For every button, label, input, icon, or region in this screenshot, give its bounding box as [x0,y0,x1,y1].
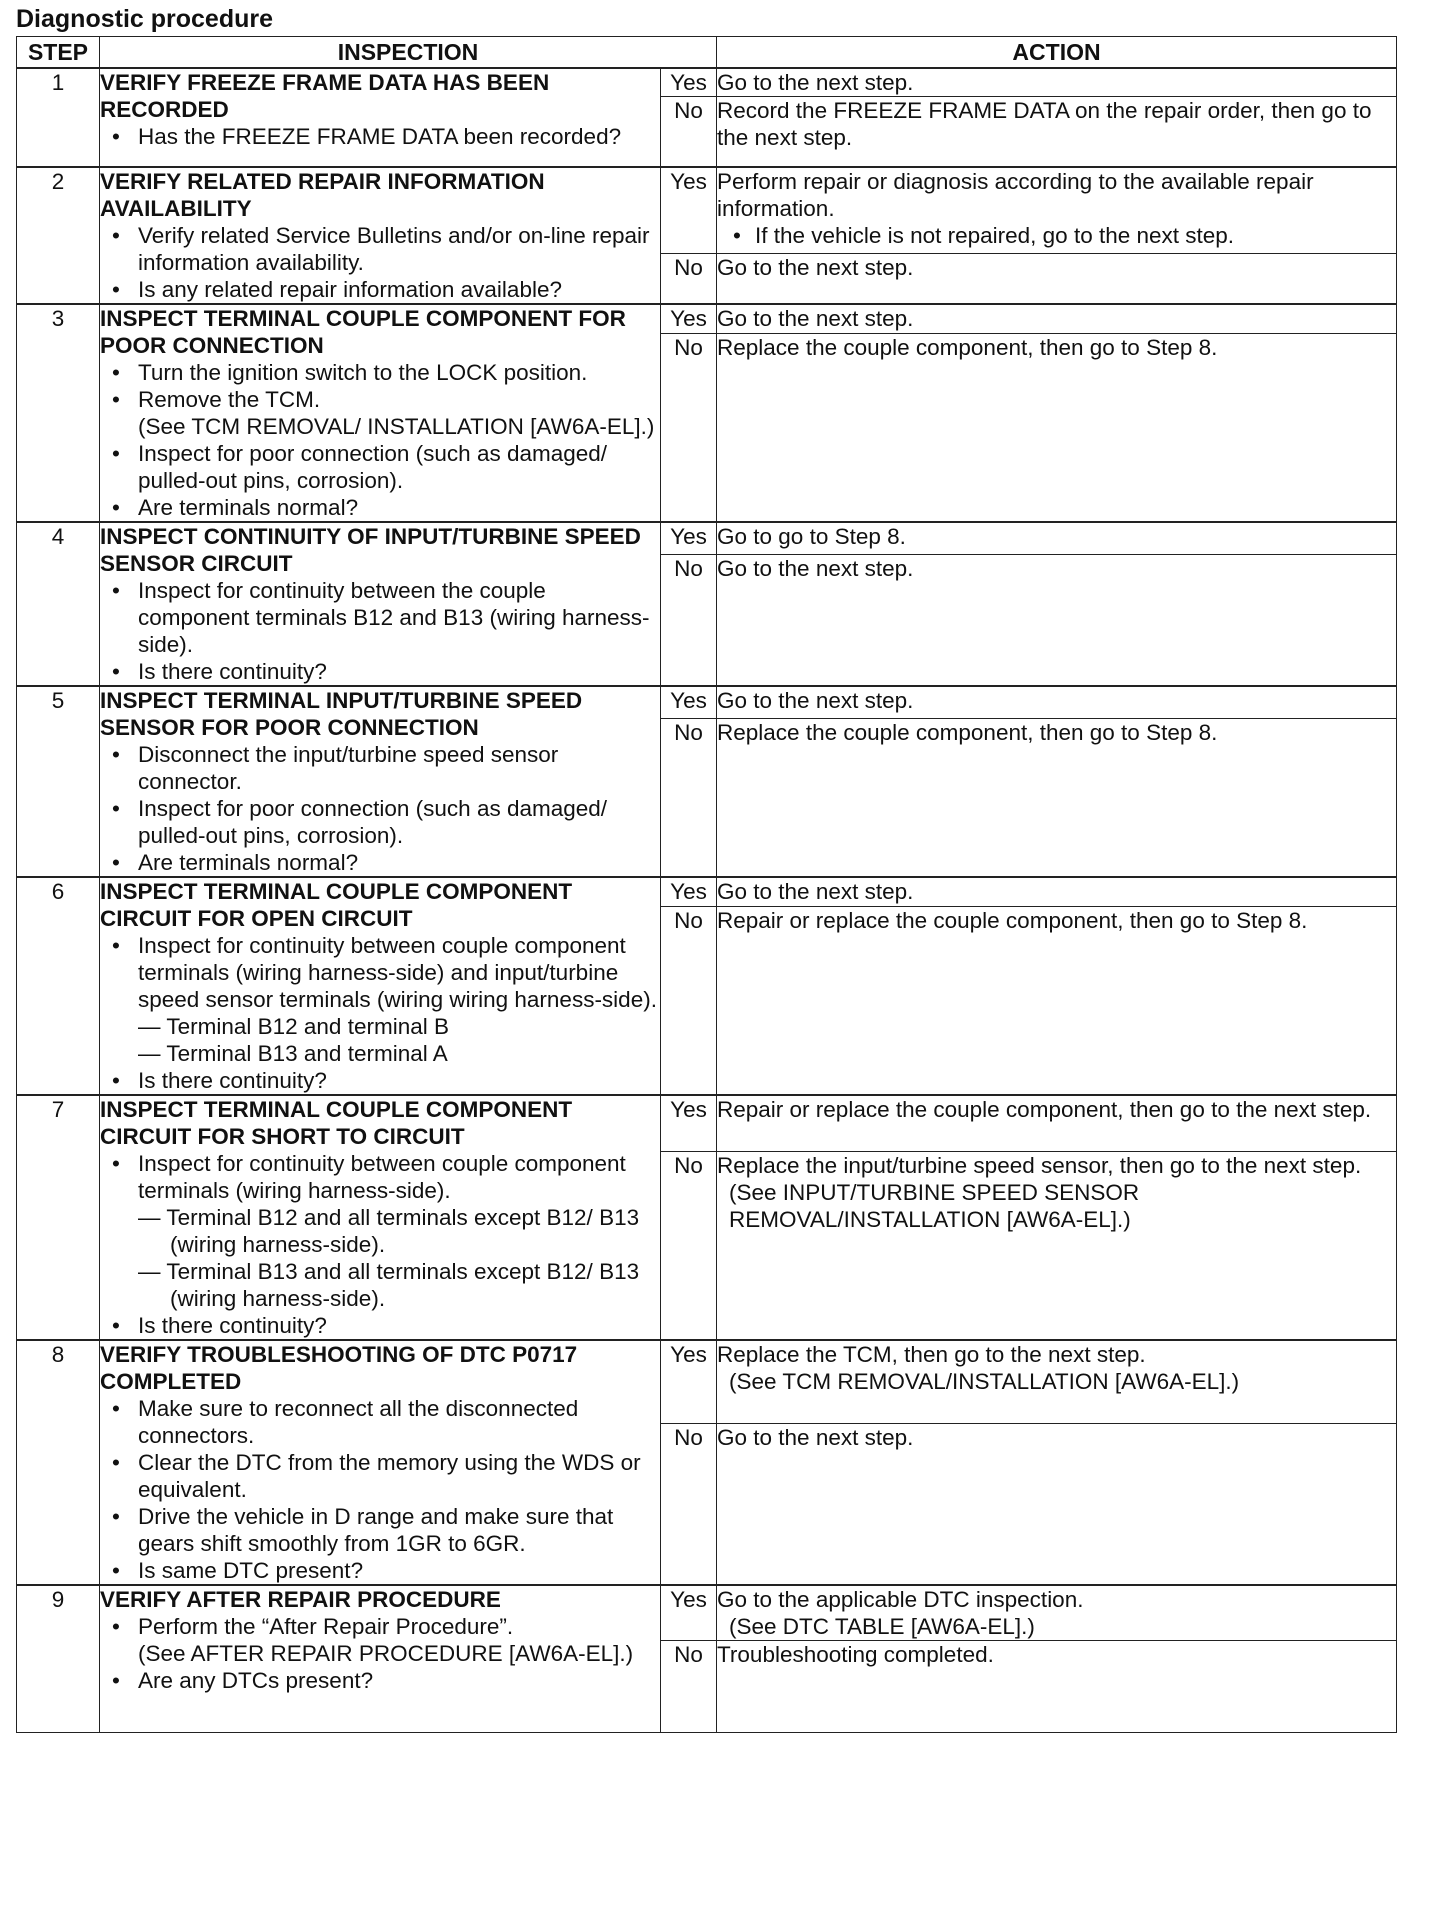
step-number: 2 [17,167,100,304]
bullet-subline: — Terminal B13 and all terminals except B12/ B13 (wiring harness-side). [138,1258,640,1311]
bullet-text: • Is there continuity? [138,658,327,684]
answer-yes: Yes [661,1585,717,1641]
inspection-bullet [100,1557,660,1584]
bullet-text: • Perform the “After Repair Procedure”. [138,1613,514,1639]
bullet-text: • Is there continuity? [138,1067,327,1093]
bullet-text: • Inspect for continuity between the couple component terminals B12 and B13 (wiring harness-side). [138,577,650,657]
answer-no: No [661,97,717,167]
bullet-text: • Are any DTCs present? [138,1667,374,1693]
action-text: Troubleshooting completed. [717,1641,994,1667]
answer-no: No [661,718,717,876]
answer-yes: Yes [661,167,717,254]
step-number: 3 [17,304,100,522]
bullet-text: • Is any related repair information available? [138,276,562,302]
action-cell [717,1640,1397,1732]
step-row [17,304,1397,334]
action-cell [717,906,1397,1095]
action-text: Go to the next step. [717,555,914,581]
action-subline: (See INPUT/TURBINE SPEED SENSOR REMOVAL/INSTALLATION [AW6A-EL].) [729,1180,1140,1233]
inspection-cell [100,304,661,522]
answer-no: No [661,1640,717,1732]
step-number: 5 [17,686,100,877]
action-cell [717,333,1397,522]
action-text: Go to the next step. [717,687,914,713]
inspection-bullet [100,1613,660,1667]
answer-yes: Yes [661,877,717,907]
action-cell [717,1585,1397,1641]
action-cell [717,253,1397,303]
answer-yes: Yes [661,68,717,97]
action-text: Replace the couple component, then go to Step 8. [717,334,1218,360]
step-row [17,522,1397,555]
inspection-bullets [100,1150,660,1339]
inspection-bullet [100,741,660,795]
action-cell [717,1095,1397,1152]
bullet-text: • Drive the vehicle in D range and make sure that gears shift smoothly from 1GR to 6GR. [138,1503,614,1556]
header-step: STEP [17,37,100,69]
bullet-text: • Inspect for continuity between couple component terminals (wiring harness-side) and input/turbine speed sensor terminals (wiring wiring harness-side). [138,932,657,1012]
bullet-text: • Are terminals normal? [138,849,359,875]
inspection-bullets [100,932,660,1094]
inspection-bullets [100,1395,660,1584]
action-cell [717,97,1397,167]
inspection-bullet [100,440,660,494]
inspection-title: INSPECT TERMINAL COUPLE COMPONENT CIRCUIT FOR OPEN CIRCUIT [100,878,573,931]
answer-yes: Yes [661,1095,717,1152]
inspection-title: VERIFY RELATED REPAIR INFORMATION AVAILABILITY [100,168,545,221]
step-row [17,1340,1397,1424]
action-cell [717,304,1397,334]
action-text: Go to the next step. [717,70,914,95]
inspection-bullet [100,386,660,440]
action-text: Go to the next step. [717,254,914,280]
bullet-text: • Disconnect the input/turbine speed sensor connector. [138,741,559,794]
bullet-text: • Clear the DTC from the memory using the WDS or equivalent. [138,1449,641,1502]
inspection-title: INSPECT TERMINAL COUPLE COMPONENT FOR POOR CONNECTION [100,305,626,358]
inspection-cell [100,167,661,304]
inspection-bullet [100,795,660,849]
bullet-subline: (See TCM REMOVAL/ INSTALLATION [AW6A-EL].) [138,413,655,439]
inspection-bullet [100,849,660,876]
answer-no: No [661,906,717,1095]
inspection-cell [100,1095,661,1340]
inspection-bullet [100,359,660,386]
inspection-title: VERIFY TROUBLESHOOTING OF DTC P0717 COMPLETED [100,1341,578,1394]
inspection-bullets [100,741,660,876]
action-text: Go to the applicable DTC inspection. [717,1586,1084,1612]
action-text: Go to the next step. [717,1425,914,1450]
bullet-subline: — Terminal B13 and terminal A [138,1040,448,1066]
diagnostic-procedure-table [16,36,1397,1733]
inspection-cell [100,522,661,686]
inspection-bullet [100,1503,660,1557]
inspection-bullet [100,658,660,685]
inspection-bullet [100,932,660,1067]
inspection-bullets [100,359,660,521]
action-text: Replace the TCM, then go to the next step. [717,1341,1146,1367]
inspection-title: INSPECT TERMINAL INPUT/TURBINE SPEED SENSOR FOR POOR CONNECTION [100,687,583,740]
bullet-text: • Remove the TCM. [138,386,321,412]
step-row [17,877,1397,907]
answer-yes: Yes [661,1340,717,1424]
action-cell [717,554,1397,685]
bullet-text: • Is same DTC present? [138,1557,364,1583]
inspection-bullet [100,123,660,150]
action-text: Repair or replace the couple component, then go to the next step. [717,1096,1372,1122]
procedure-body [17,68,1397,1732]
inspection-bullets [100,123,660,150]
inspection-cell [100,1585,661,1733]
inspection-title: VERIFY FREEZE FRAME DATA HAS BEEN RECORDED [100,70,550,122]
header-row [17,37,1397,69]
inspection-title: INSPECT TERMINAL COUPLE COMPONENT CIRCUIT FOR SHORT TO CIRCUIT [100,1096,573,1149]
header-inspection: INSPECTION [100,37,717,69]
page-title: Diagnostic procedure [16,5,273,33]
action-cell [717,686,1397,719]
answer-no: No [661,1424,717,1585]
answer-no: No [661,1152,717,1340]
action-text: Perform repair or diagnosis according to the available repair information. [717,168,1314,221]
action-cell [717,1424,1397,1585]
step-row [17,686,1397,719]
action-cell [717,68,1397,97]
action-cell [717,1152,1397,1340]
inspection-cell [100,1340,661,1585]
bullet-text: • Inspect for continuity between couple component terminals (wiring harness-side). [138,1150,626,1203]
action-subline: (See DTC TABLE [AW6A-EL].) [729,1613,1035,1639]
step-number: 4 [17,522,100,686]
step-number: 7 [17,1095,100,1340]
action-text: Record the FREEZE FRAME DATA on the repair order, then go to the next step. [717,98,1372,150]
action-text: Go to go to Step 8. [717,523,906,549]
inspection-bullet [100,1667,660,1694]
inspection-bullet [100,1067,660,1094]
bullet-text: • Is there continuity? [138,1312,327,1338]
action-text: Replace the couple component, then go to Step 8. [717,719,1218,745]
answer-no: No [661,554,717,685]
step-row [17,1585,1397,1641]
step-row [17,68,1397,97]
inspection-bullet [100,494,660,521]
step-number: 9 [17,1585,100,1733]
answer-yes: Yes [661,522,717,555]
action-text: Go to the next step. [717,305,914,331]
step-number: 6 [17,877,100,1095]
action-bullet: • If the vehicle is not repaired, go to the next step. [717,222,1396,249]
action-cell [717,522,1397,555]
step-number: 8 [17,1340,100,1585]
inspection-title: VERIFY AFTER REPAIR PROCEDURE [100,1586,501,1612]
inspection-bullet [100,577,660,658]
action-text: Go to the next step. [717,878,914,904]
step-number: 1 [17,68,100,167]
action-cell [717,1340,1397,1424]
inspection-bullets [100,1613,660,1694]
inspection-cell [100,68,661,167]
inspection-title: INSPECT CONTINUITY OF INPUT/TURBINE SPEED SENSOR CIRCUIT [100,523,641,576]
bullet-text: • Turn the ignition switch to the LOCK position. [138,359,588,385]
action-subline: (See TCM REMOVAL/INSTALLATION [AW6A-EL].) [729,1368,1240,1394]
action-cell [717,167,1397,254]
inspection-bullet [100,1312,660,1339]
step-row [17,167,1397,254]
bullet-text: • Make sure to reconnect all the disconnected connectors. [138,1395,579,1448]
action-cell [717,877,1397,907]
bullet-subline: — Terminal B12 and all terminals except B12/ B13 (wiring harness-side). [138,1204,640,1257]
bullet-subline: — Terminal B12 and terminal B [138,1013,449,1039]
inspection-bullet [100,276,660,303]
answer-yes: Yes [661,686,717,719]
step-row [17,1095,1397,1152]
action-text: Repair or replace the couple component, then go to Step 8. [717,907,1308,933]
inspection-bullets [100,222,660,303]
bullet-text: • Has the FREEZE FRAME DATA been recorded? [138,124,622,149]
action-cell [717,718,1397,876]
header-action: ACTION [717,37,1397,69]
inspection-bullet [100,222,660,276]
bullet-subline: (See AFTER REPAIR PROCEDURE [AW6A-EL].) [138,1640,634,1666]
bullet-text: • Are terminals normal? [138,494,359,520]
bullet-text: • Inspect for poor connection (such as damaged/ pulled-out pins, corrosion). [138,440,608,493]
answer-no: No [661,333,717,522]
action-text: Replace the input/turbine speed sensor, then go to the next step. [717,1153,1362,1179]
inspection-cell [100,686,661,877]
inspection-cell [100,877,661,1095]
inspection-bullet [100,1150,660,1312]
bullet-text: • Verify related Service Bulletins and/or on-line repair information availability. [138,222,650,275]
inspection-bullets [100,577,660,685]
bullet-text: • Inspect for poor connection (such as damaged/ pulled-out pins, corrosion). [138,795,608,848]
answer-no: No [661,253,717,303]
inspection-bullet [100,1449,660,1503]
inspection-bullet [100,1395,660,1449]
answer-yes: Yes [661,304,717,334]
